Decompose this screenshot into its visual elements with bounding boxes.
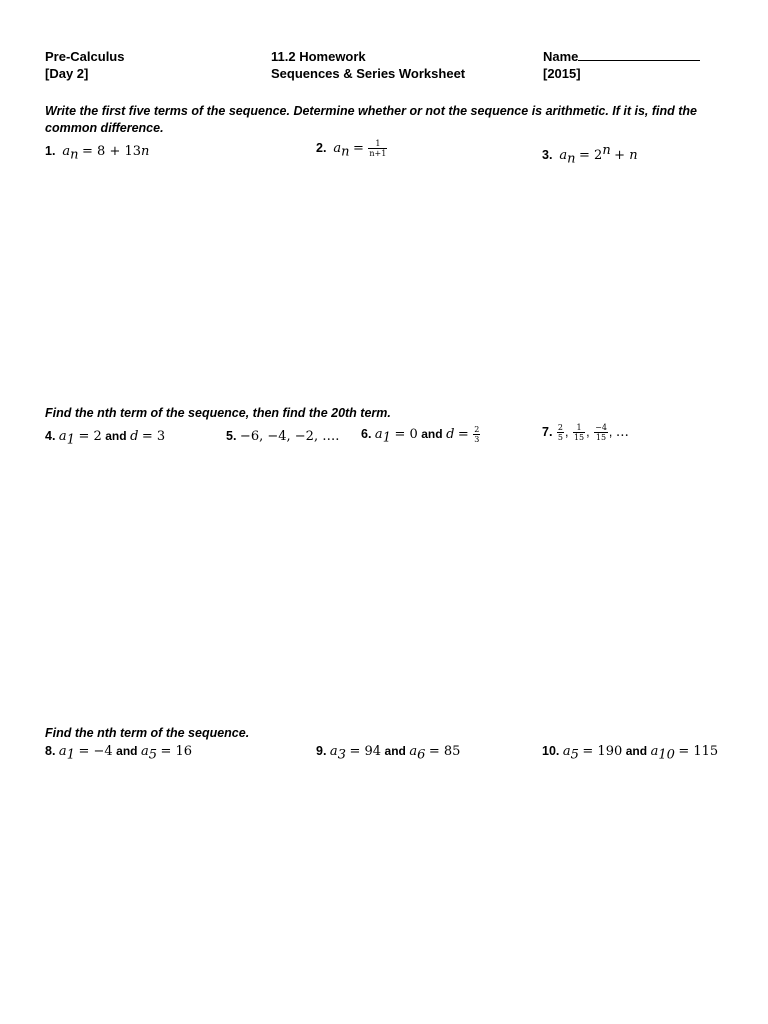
problem-number: 1. xyxy=(45,144,56,158)
problem-number: 10. xyxy=(542,744,560,758)
name-label: Name xyxy=(543,49,579,64)
worksheet-subtitle: Sequences & Series Worksheet xyxy=(271,66,466,81)
name-row xyxy=(543,48,700,65)
problem-number: 6. xyxy=(361,427,372,441)
problem-number: 3. xyxy=(542,148,553,163)
problem-1: 1. $a_n = 8 + 13n$ xyxy=(45,144,150,163)
fraction: $\frac{-4}{15}$ xyxy=(595,423,607,443)
year-label: [2015] xyxy=(543,66,581,81)
section2-instruction: Find the nth term of the sequence, then find the 20th term. xyxy=(45,406,391,420)
section1-instruction xyxy=(45,103,735,137)
course-title: Pre-Calculus xyxy=(45,49,125,64)
problem-number: 5. xyxy=(226,429,237,443)
section3-instruction: Find the nth term of the sequence. xyxy=(45,726,250,740)
header-left xyxy=(45,48,124,82)
fraction: $\frac{2}{3}$ xyxy=(474,425,480,445)
problem-7: 7. $\frac{2}{5}$ , $\frac{1}{15}$ , $\frac{-4}{15}$ , … xyxy=(542,423,629,443)
fraction: $\frac{1}{15}$ xyxy=(573,423,585,443)
instruction-line-2: common difference. xyxy=(45,121,164,135)
problem-9: 9. $a_3 = 94$ and $a_6 = 85$ xyxy=(316,744,461,763)
fraction: $\frac{2}{5}$ xyxy=(557,423,564,443)
name-field[interactable] xyxy=(578,49,700,61)
problem-2: 2. $a_n$ = $\frac{1}{n+1}$ xyxy=(316,139,387,160)
problem-8: 8. $a_1 = -4$ and $a_5 = 16$ xyxy=(45,744,193,763)
problem-number: 2. xyxy=(316,141,327,155)
assignment-title: 11.2 Homework xyxy=(271,49,366,64)
problem-6: 6. $a_1 = 0$ and d = $\frac{2}{3}$ xyxy=(361,425,480,446)
problem-number: 7. xyxy=(542,425,553,439)
problem-5: 5. −6, −4, −2, …. xyxy=(226,429,340,444)
instruction-line-1: Write the first five terms of the sequence. Determine whether or not the sequence is arithmetic. If it is, find the xyxy=(45,104,697,118)
problem-number: 8. xyxy=(45,744,56,758)
fraction: $\frac{1}{n+1}$ xyxy=(369,139,387,159)
problem-number: 4. xyxy=(45,429,56,443)
header-center xyxy=(271,48,465,82)
problem-3: 3. $a_n = 2^n + n$ xyxy=(542,143,638,167)
problem-number: 9. xyxy=(316,744,327,758)
problem-4: 4. $a_1 = 2$ and d = 3 xyxy=(45,429,166,448)
header-right xyxy=(543,48,700,82)
problem-10: 10. $a_5 = 190$ and $a_{10} = 115$ xyxy=(542,744,719,763)
day-label: [Day 2] xyxy=(45,66,89,81)
